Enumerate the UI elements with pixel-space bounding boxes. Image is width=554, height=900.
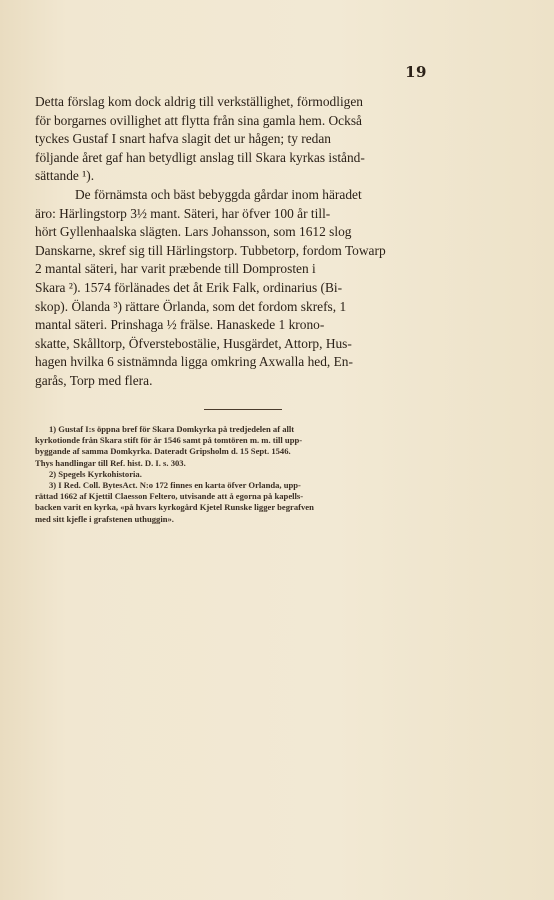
body-line: äro: Härlingstorp 3½ mant. Säteri, har öfver 100 år till- [35, 205, 331, 221]
footnote-line: Thys handlingar till Ref. hist. D. I. s. 303. [35, 457, 186, 468]
footnote-line: 2) Spegels Kyrkohistoria. [49, 468, 142, 479]
footnote-line: 1) Gustaf I:s öppna bref för Skara Domkyrka på tredjedelen af allt [49, 424, 295, 434]
body-line: 2 mantal säteri, har varit præbende till Domprosten i [35, 261, 316, 277]
body-line: skatte, Skålltorp, Öfverstebostälie, Husgärdet, Attorp, Hus- [35, 335, 352, 351]
footnote-line: backen varit en kyrka, «på hvars kyrkogård Kjetel Runske ligger begrafven [35, 502, 314, 513]
footnote-divider [204, 409, 282, 410]
footnote-line: med sitt kjefle i grafstenen uthuggin». [35, 513, 174, 524]
body-text [35, 93, 445, 391]
footnote-line: byggande af samma Domkyrka. Dateradt Gripsholm d. 15 Sept. 1546. [35, 446, 291, 457]
body-line: Detta förslag kom dock aldrig till verkställighet, förmodligen [35, 94, 363, 109]
body-line: hagen hvilka 6 sistnämnda ligga omkring Axwalla hed, En- [35, 354, 353, 370]
body-line: följande året gaf han betydligt anslag till Skara kyrkas istånd- [35, 149, 365, 165]
body-line: mantal säteri. Prinshaga ½ frälse. Hanaskede 1 krono- [35, 317, 325, 333]
body-line: garås, Torp med flera. [35, 372, 153, 388]
page-number: 19 [405, 63, 427, 81]
body-line: Danskarne, skref sig till Härlingstorp. Tubbetorp, fordom Towarp [35, 242, 386, 258]
body-line: sättande ¹). [35, 168, 95, 184]
body-line: De förnämsta och bäst bebyggda gårdar inom häradet [75, 186, 362, 202]
body-line: tyckes Gustaf I snart hafva slagit det ur hågen; ty redan [35, 131, 331, 147]
body-line: Skara ²). 1574 förlänades det åt Erik Falk, ordinarius (Bi- [35, 279, 343, 295]
footnote-line: rättad 1662 af Kjettil Claesson Feltero, utvisande att å egorna på kapells- [35, 491, 304, 502]
body-line: skop). Ölanda ³) rättare Örlanda, som det fordom skrefs, 1 [35, 298, 347, 314]
footnotes [35, 424, 445, 525]
footnote-line: 3) I Red. Coll. BytesAct. N:o 172 finnes en karta öfver Orlanda, upp- [49, 480, 301, 491]
body-line: hört Gyllenhaalska slägten. Lars Johansson, som 1612 slog [35, 224, 352, 240]
body-line: för borgarnes ovillighet att flytta från sina gamla hem. Också [35, 112, 362, 128]
footnote-line: kyrkotionde från Skara stift för år 1546 samt på tomtören m. m. till upp- [35, 435, 303, 446]
